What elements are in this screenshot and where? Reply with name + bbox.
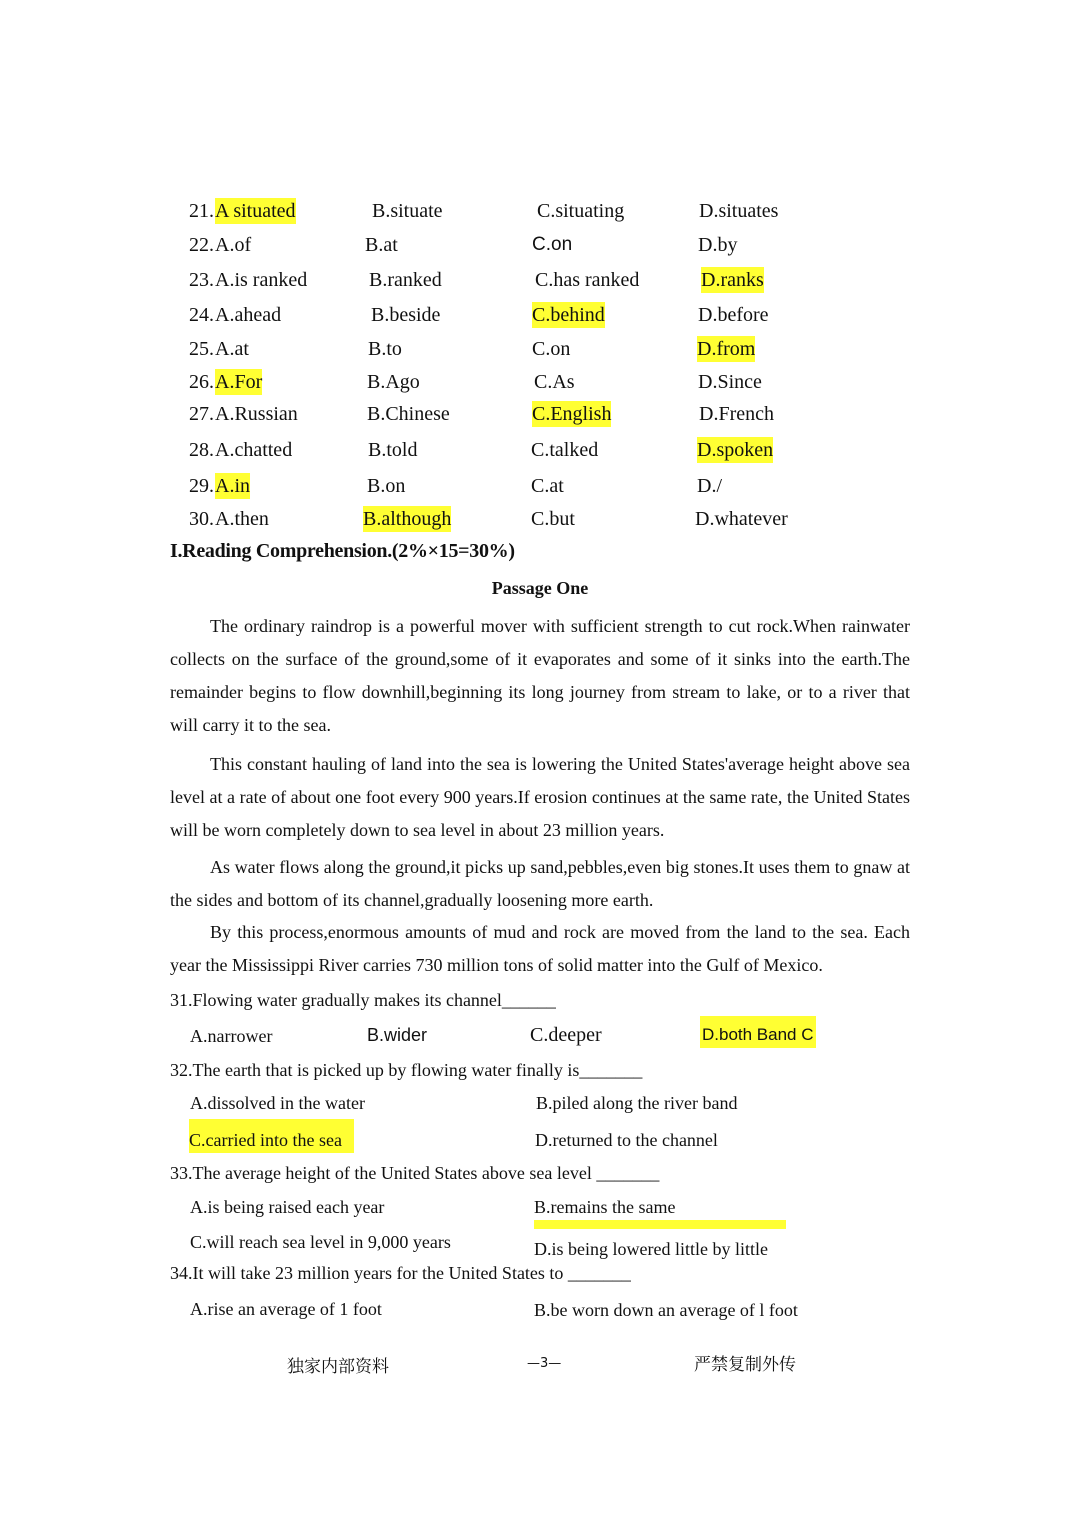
answer-option-a: A.rise an average of 1 foot [190, 1299, 382, 1319]
option-b: B.told [368, 439, 418, 461]
question-number: 24. [189, 304, 214, 326]
option-a: A.chatted [215, 439, 293, 461]
question-stem: 32.The earth that is picked up by flowing water finally is_______ [170, 1060, 643, 1080]
cloze-row [0, 506, 1080, 540]
answer-option-d: D.is being lowered little by little [534, 1220, 786, 1262]
option-a: A.then [215, 508, 269, 530]
option-a: A.For [215, 371, 263, 393]
passage-paragraph: As water flows along the ground,it picks up sand,pebbles,even big stones.It uses them to gnaw at the sides and bottom of its channel,gradually loosening more earth. [170, 857, 910, 910]
footer-left: 独家内部资料 [287, 1357, 389, 1377]
cloze-row [0, 401, 1080, 435]
option-c: C.on [532, 338, 571, 360]
option-b: B.situate [372, 200, 443, 222]
passage-paragraph: This constant hauling of land into the sea is lowering the United States'average height above sea level at a rate of about one foot every 900 years.If erosion continues at the same rate, the United States will be worn completely down to sea level in about 23 million years. [170, 754, 910, 840]
option-d: D.whatever [695, 508, 788, 530]
option-d: D.French [699, 403, 774, 425]
passage-paragraph: The ordinary raindrop is a powerful mover with sufficient strength to cut rock.When rainwater collects on the surface of the ground,some of it evaporates and some of it sinks into the earth.The remainder begins to flow downhill,beginning its long journey from stream to lake, or to a river that will carry it to the sea. [170, 616, 910, 735]
question-number: 26. [189, 371, 214, 393]
option-d: D.Since [698, 371, 762, 393]
option-c: C.talked [531, 439, 599, 461]
option-d: D.spoken [697, 439, 774, 461]
section-title: I.Reading Comprehension.(2%×15=30%) [170, 540, 515, 562]
question-number: 23. [189, 269, 214, 291]
option-c: C.English [532, 403, 612, 425]
answer-option-a: A.narrower [190, 1026, 273, 1046]
answer-option-c: C.carried into the sea [189, 1119, 354, 1153]
page-number: —3— [527, 1356, 562, 1371]
answer-option-d: D.returned to the channel [535, 1130, 718, 1150]
question-stem: 33.The average height of the United States above sea level _______ [170, 1163, 660, 1183]
option-a: A.in [215, 475, 250, 497]
question-number: 29. [189, 475, 214, 497]
option-c: C.situating [537, 200, 625, 222]
cloze-row [0, 336, 1080, 370]
cloze-row [0, 437, 1080, 471]
option-b: B.ranked [369, 269, 442, 291]
option-b: B.on [367, 475, 406, 497]
cloze-row [0, 232, 1080, 266]
question-stem: 34.It will take 23 million years for the United States to _______ [170, 1263, 631, 1283]
option-b: B.at [365, 234, 398, 256]
option-d: D.situates [699, 200, 779, 222]
option-b: B.Ago [367, 371, 420, 393]
option-b: B.to [368, 338, 402, 360]
answer-option-d: D.both Band C [700, 1016, 816, 1048]
cloze-row [0, 267, 1080, 301]
answer-option-b: B.remains the same [534, 1197, 676, 1217]
option-d: D./ [697, 475, 722, 497]
question-number: 21. [189, 200, 214, 222]
cloze-row [0, 473, 1080, 507]
option-a: A situated [215, 200, 296, 222]
passage-paragraph: By this process,enormous amounts of mud and rock are moved from the land to the sea. Each year the Mississippi River carries 730 million tons of solid matter into the Gulf of Mexico. [170, 922, 910, 975]
answer-option-b: B.be worn down an average of l foot [534, 1300, 798, 1320]
option-d: D.from [697, 338, 756, 360]
question-number: 27. [189, 403, 214, 425]
question-number: 28. [189, 439, 214, 461]
footer-right: 严禁复制外传 [694, 1355, 796, 1375]
option-a: A.at [215, 338, 249, 360]
option-a: A.ahead [215, 304, 282, 326]
question-number: 30. [189, 508, 214, 530]
option-c: C.As [534, 371, 575, 393]
option-b: B.although [363, 508, 452, 530]
option-b: B.beside [371, 304, 441, 326]
cloze-row [0, 302, 1080, 336]
option-c: C.has ranked [535, 269, 640, 291]
option-d: D.before [698, 304, 769, 326]
option-c: C.at [531, 475, 564, 497]
option-a: A.of [215, 234, 252, 256]
answer-option-c: C.will reach sea level in 9,000 years [190, 1232, 451, 1252]
question-number: 25. [189, 338, 214, 360]
cloze-row [0, 198, 1080, 232]
question-number: 22. [189, 234, 214, 256]
option-c: C.behind [532, 304, 605, 326]
answer-option-a: A.is being raised each year [190, 1197, 385, 1217]
question-stem: 31.Flowing water gradually makes its channel______ [170, 990, 556, 1010]
answer-option-b: B.piled along the river band [536, 1093, 738, 1113]
option-a: A.Russian [215, 403, 298, 425]
option-c: C.but [531, 508, 575, 530]
option-c: C.on [532, 234, 573, 255]
passage-title: Passage One [491, 578, 589, 598]
answer-option-c: C.deeper [530, 1024, 602, 1046]
option-d: D.ranks [701, 269, 764, 291]
option-a: A.is ranked [215, 269, 308, 291]
option-b: B.Chinese [367, 403, 450, 425]
answer-option-a: A.dissolved in the water [190, 1093, 365, 1113]
option-d: D.by [698, 234, 738, 256]
answer-option-b: B.wider [367, 1025, 428, 1045]
cloze-row [0, 369, 1080, 403]
